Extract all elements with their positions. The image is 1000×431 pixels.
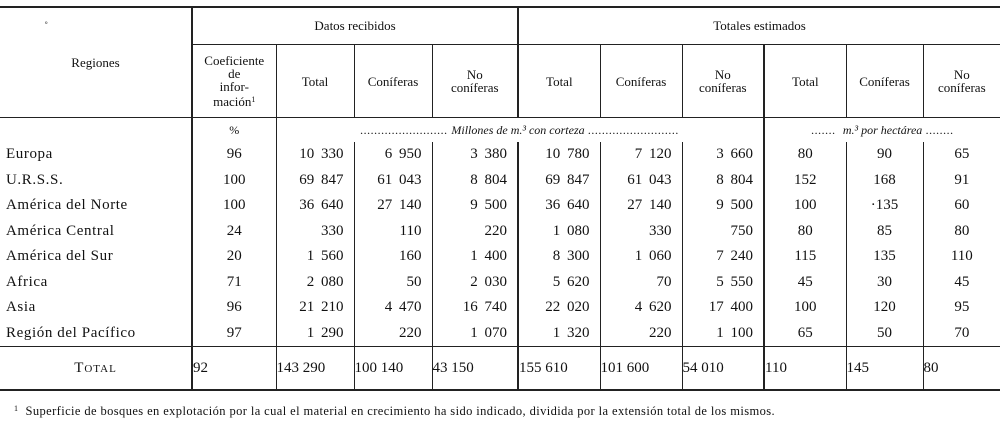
region-name: América del Sur [6, 248, 114, 265]
table-row [0, 168, 1000, 194]
cell-dr-total: 1 290 [276, 321, 354, 347]
cell-te-no: 9 500 [682, 193, 764, 219]
millones-unit-text: Millones de m.³ con corteza [451, 122, 585, 137]
cell-dr-no: 3 380 [432, 142, 518, 168]
cell-te-con: 7 120 [600, 142, 682, 168]
coef-line1: Coeficiente [204, 53, 265, 68]
cell-dr-no: 1 070 [432, 321, 518, 347]
footnote [14, 404, 775, 419]
region-name: Europa [6, 146, 53, 163]
total-coef: 92 [192, 347, 276, 391]
cell-dr-con: 61 043 [354, 168, 432, 194]
cell-ha-no: 45 [923, 270, 1000, 296]
total-te-no-coniferas: 54 010 [682, 347, 764, 391]
cell-coef: 97 [192, 321, 276, 347]
table-row [0, 270, 1000, 296]
cell-ha-con: 90 [846, 142, 923, 168]
cell-dr-con: 4 470 [354, 295, 432, 321]
cell-te-total: 22 020 [518, 295, 600, 321]
cell-ha-con: ·135 [846, 193, 923, 219]
region-name: Asia [6, 299, 36, 316]
cell-te-no: 3 660 [682, 142, 764, 168]
cell-te-total: 5 620 [518, 270, 600, 296]
cell-ha-total: 45 [764, 270, 846, 296]
cell-ha-total: 100 [764, 295, 846, 321]
cell-dr-con: 160 [354, 244, 432, 270]
cell-ha-con: 50 [846, 321, 923, 347]
cell-te-no: 750 [682, 219, 764, 245]
cell-ha-total: 115 [764, 244, 846, 270]
cell-dr-no: 220 [432, 219, 518, 245]
cell-te-con: 61 043 [600, 168, 682, 194]
cell-te-no: 17 400 [682, 295, 764, 321]
cell-te-total: 36 640 [518, 193, 600, 219]
total-te-total: 155 610 [518, 347, 600, 391]
cell-dr-total: 36 640 [276, 193, 354, 219]
cell-ha-total: 152 [764, 168, 846, 194]
table-row [0, 142, 1000, 168]
cell-coef: 96 [192, 142, 276, 168]
total-dr-total: 143 290 [276, 347, 354, 391]
region-name: América del Norte [6, 197, 128, 214]
cell-ha-no: 95 [923, 295, 1000, 321]
coef-header [192, 45, 276, 118]
dr-coniferas-header: Coníferas [354, 45, 432, 118]
cell-ha-con: 135 [846, 244, 923, 270]
region-name: Región del Pacífico [6, 324, 136, 341]
cell-coef: 20 [192, 244, 276, 270]
cell-ha-total: 80 [764, 219, 846, 245]
region-name: América Central [6, 222, 115, 239]
cell-ha-no: 65 [923, 142, 1000, 168]
ha-total-header: Total [764, 45, 846, 118]
cell-te-con: 70 [600, 270, 682, 296]
te-no-line2: coníferas [698, 80, 747, 95]
cell-te-no: 5 550 [682, 270, 764, 296]
ha-no-line2: coníferas [938, 80, 986, 95]
cell-dr-total: 1 560 [276, 244, 354, 270]
cell-te-total: 8 300 [518, 244, 600, 270]
dr-total-header: Total [276, 45, 354, 118]
cell-te-con: 1 060 [600, 244, 682, 270]
cell-te-total: 69 847 [518, 168, 600, 194]
cell-dr-con: 50 [354, 270, 432, 296]
table-row [0, 193, 1000, 219]
cell-dr-con: 27 140 [354, 193, 432, 219]
cell-te-total: 1 080 [518, 219, 600, 245]
coef-line4: mación [213, 94, 252, 109]
cell-dr-no: 9 500 [432, 193, 518, 219]
cell-te-con: 220 [600, 321, 682, 347]
datos-recibidos-header: Datos recibidos [192, 7, 518, 45]
cell-dr-con: 110 [354, 219, 432, 245]
cell-dr-no: 8 804 [432, 168, 518, 194]
cell-te-total: 1 320 [518, 321, 600, 347]
cell-te-con: 4 620 [600, 295, 682, 321]
cell-ha-total: 80 [764, 142, 846, 168]
coef-line3: infor- [219, 79, 249, 94]
table-row [0, 321, 1000, 347]
cell-ha-con: 168 [846, 168, 923, 194]
total-ha-total: 110 [764, 347, 846, 391]
total-label: Total [0, 347, 192, 391]
cell-te-no: 8 804 [682, 168, 764, 194]
total-te-coniferas: 101 600 [600, 347, 682, 391]
cell-ha-total: 65 [764, 321, 846, 347]
percent-unit: % [192, 118, 276, 143]
ha-coniferas-header: Coníferas [846, 45, 923, 118]
region-name: Africa [6, 273, 48, 290]
cell-ha-con: 30 [846, 270, 923, 296]
footnote-text: Superficie de bosques en explotación por la cual el material en crecimiento ha sido indicado, dividida por la extensión total de los mismos. [25, 404, 776, 418]
cell-ha-no: 91 [923, 168, 1000, 194]
table-row [0, 295, 1000, 321]
corner-mark: º [45, 20, 48, 29]
total-dr-no-coniferas: 43 150 [432, 347, 518, 391]
cell-te-total: 10 780 [518, 142, 600, 168]
cell-coef: 100 [192, 193, 276, 219]
totales-estimados-header: Totales estimados [518, 7, 1000, 45]
coef-line2: de [228, 66, 241, 81]
cell-ha-no: 110 [923, 244, 1000, 270]
te-no-coniferas-header [682, 45, 764, 118]
cell-coef: 24 [192, 219, 276, 245]
forest-volume-table [0, 6, 1000, 391]
cell-dr-no: 1 400 [432, 244, 518, 270]
cell-ha-no: 60 [923, 193, 1000, 219]
cell-te-no: 1 100 [682, 321, 764, 347]
cell-te-con: 330 [600, 219, 682, 245]
cell-dr-no: 2 030 [432, 270, 518, 296]
cell-ha-con: 120 [846, 295, 923, 321]
hectarea-unit-text: m.³ por hectárea [842, 122, 923, 137]
cell-te-no: 7 240 [682, 244, 764, 270]
cell-ha-con: 85 [846, 219, 923, 245]
cell-coef: 71 [192, 270, 276, 296]
cell-ha-no: 80 [923, 219, 1000, 245]
table-row [0, 219, 1000, 245]
ha-no-coniferas-header [923, 45, 1000, 118]
dr-no-line1: No [466, 67, 483, 82]
cell-dr-total: 21 210 [276, 295, 354, 321]
units-row [0, 118, 1000, 143]
cell-coef: 96 [192, 295, 276, 321]
table-row [0, 244, 1000, 270]
dr-no-line2: coníferas [450, 80, 499, 95]
cell-ha-total: 100 [764, 193, 846, 219]
footnote-sup: 1 [14, 404, 19, 413]
coef-sup: 1 [251, 95, 256, 104]
regions-header: Regiones [0, 7, 192, 118]
cell-dr-con: 6 950 [354, 142, 432, 168]
te-coniferas-header: Coníferas [600, 45, 682, 118]
cell-dr-total: 10 330 [276, 142, 354, 168]
millones-unit: ......................... Millones de m.³ con corteza .......................... [276, 118, 764, 143]
hectarea-unit: ....... m.³ por hectárea ........ [764, 118, 1000, 143]
te-total-header: Total [518, 45, 600, 118]
dr-no-coniferas-header [432, 45, 518, 118]
cell-coef: 100 [192, 168, 276, 194]
total-dr-coniferas: 100 140 [354, 347, 432, 391]
total-ha-coniferas: 145 [846, 347, 923, 391]
units-blank [0, 118, 192, 143]
cell-ha-no: 70 [923, 321, 1000, 347]
region-name: U.R.S.S. [6, 171, 64, 188]
te-no-line1: No [714, 67, 731, 82]
cell-dr-no: 16 740 [432, 295, 518, 321]
total-ha-no-coniferas: 80 [923, 347, 1000, 391]
cell-dr-total: 330 [276, 219, 354, 245]
cell-te-con: 27 140 [600, 193, 682, 219]
cell-dr-total: 2 080 [276, 270, 354, 296]
ha-no-line1: No [953, 67, 970, 82]
cell-dr-con: 220 [354, 321, 432, 347]
total-row [0, 347, 1000, 391]
cell-dr-total: 69 847 [276, 168, 354, 194]
